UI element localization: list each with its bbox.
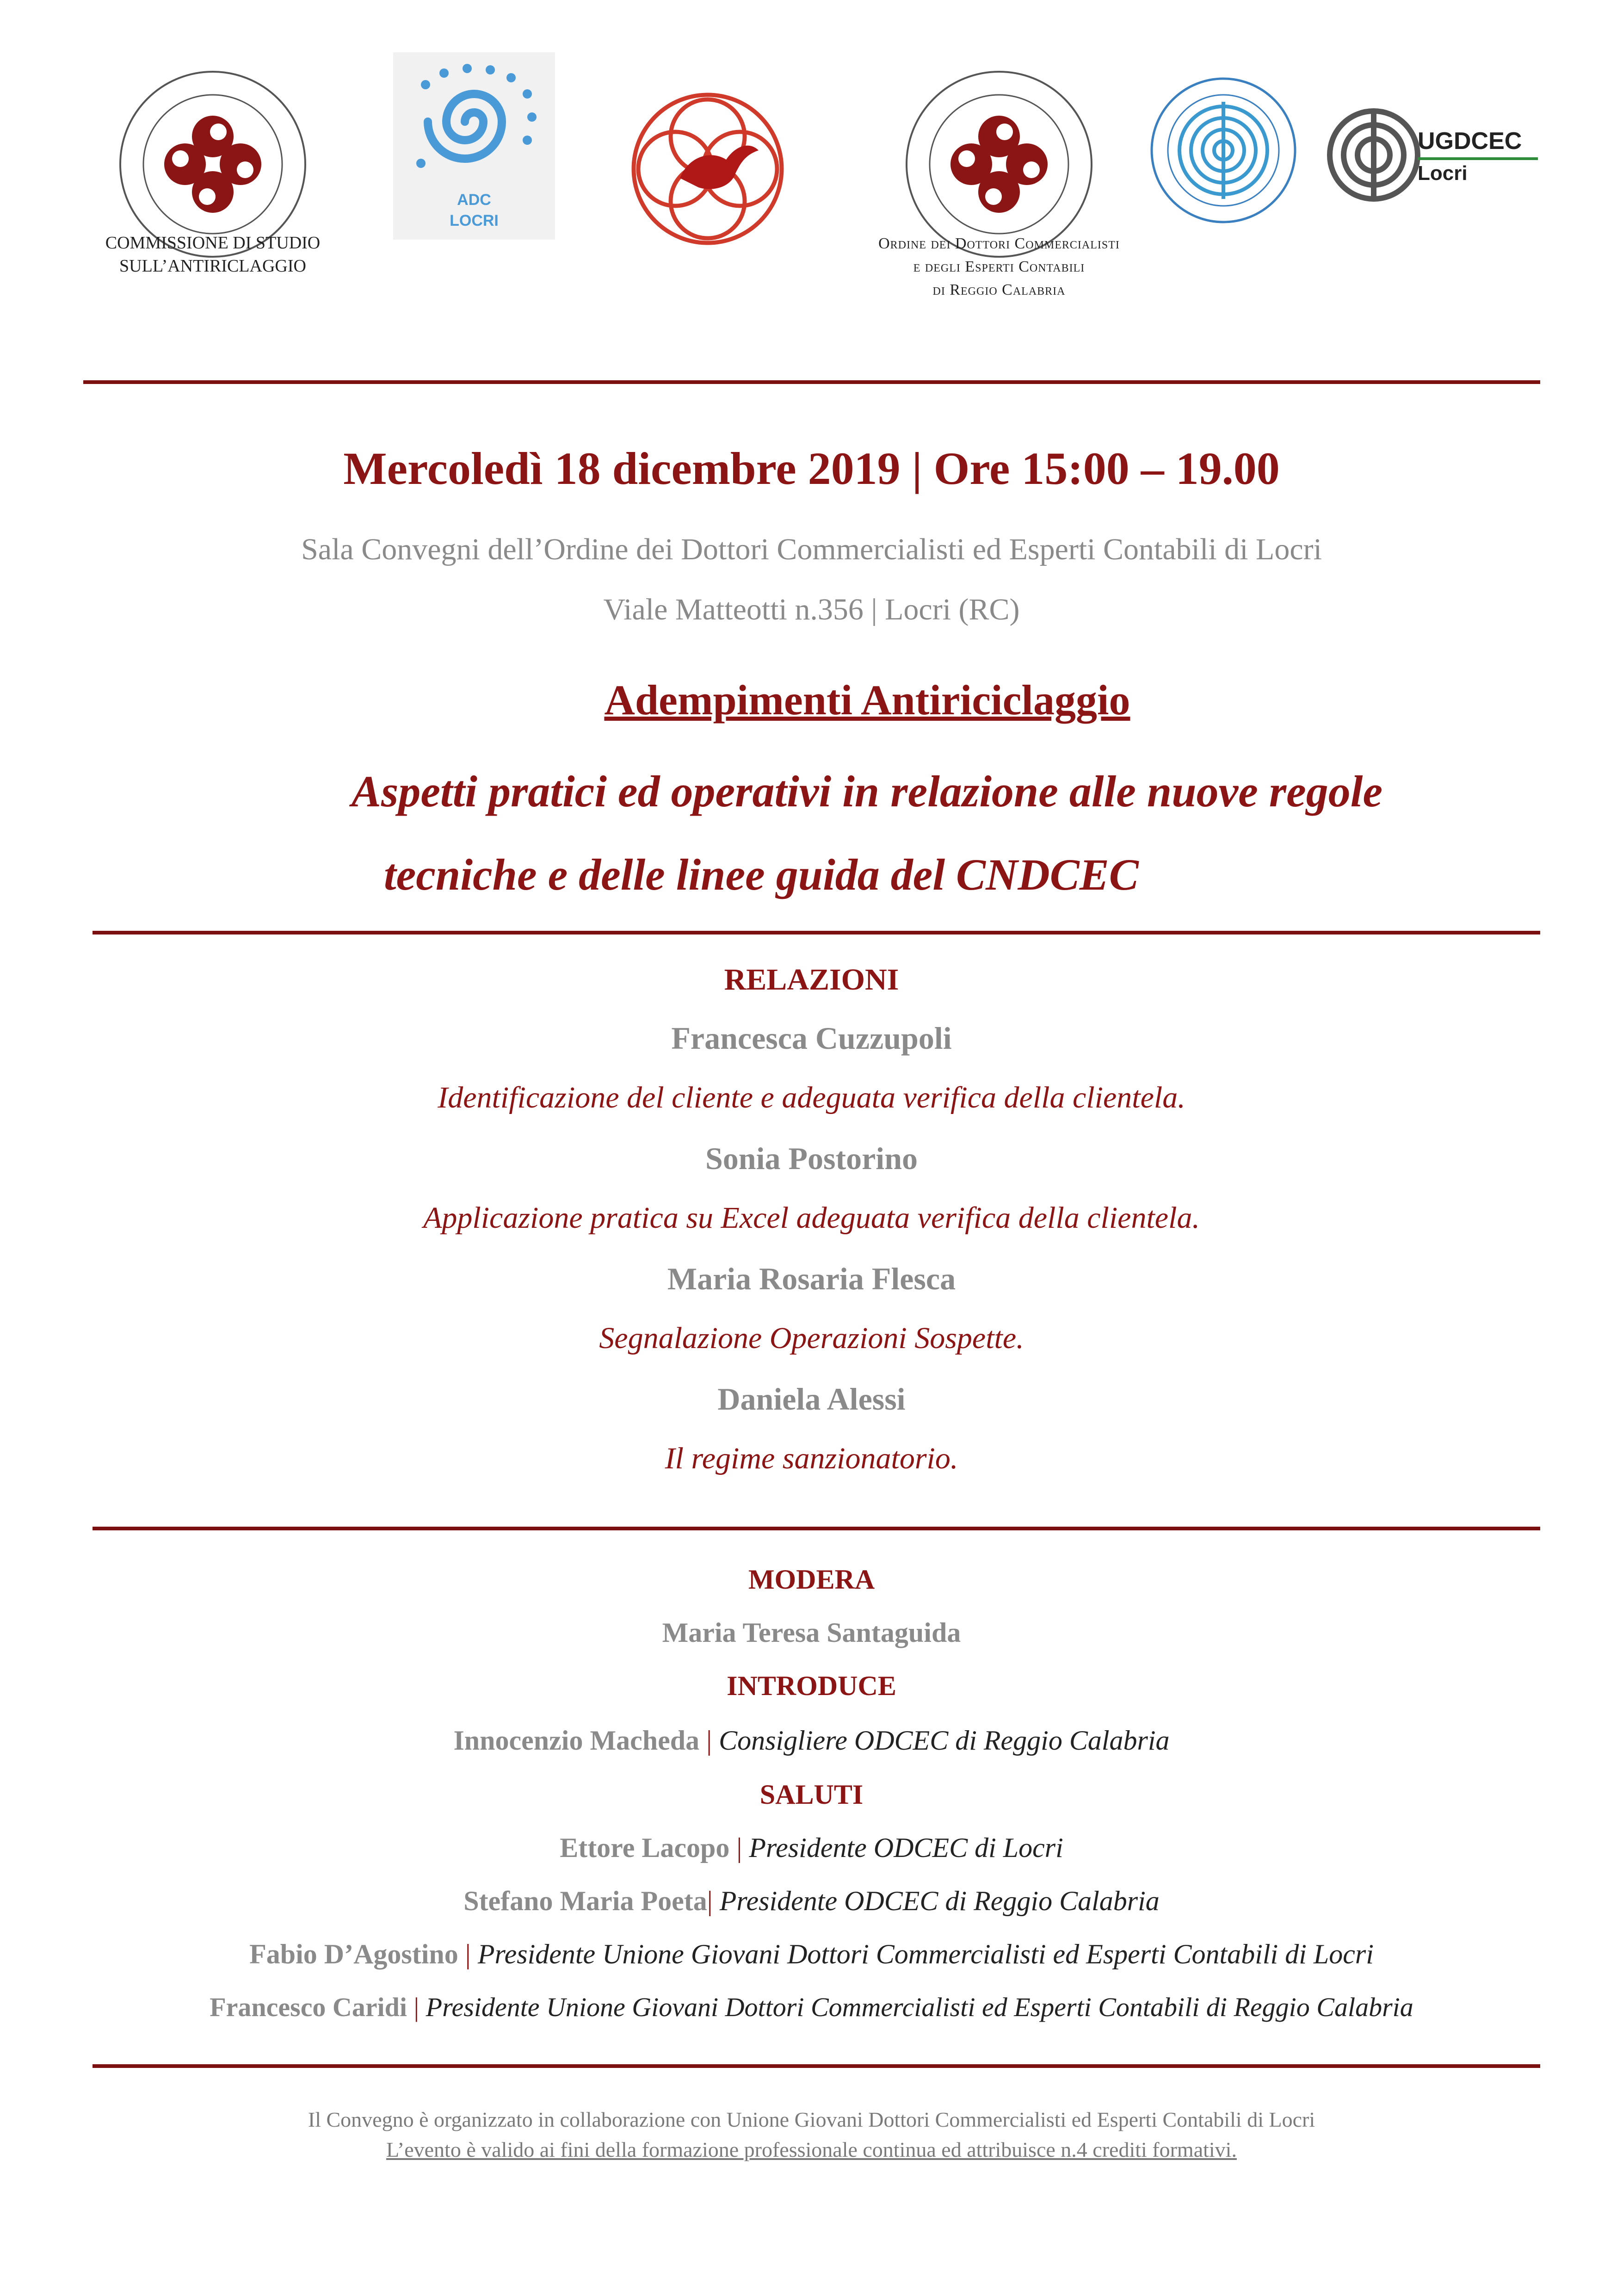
speaker-3-name: Maria Rosaria Flesca xyxy=(667,1261,956,1296)
modera-heading: MODERA xyxy=(748,1564,875,1595)
commission-caption-1: COMMISSIONE DI STUDIO xyxy=(105,233,321,253)
speaker-3-topic: Segnalazione Operazioni Sospette. xyxy=(599,1321,1024,1355)
adc-label: ADC xyxy=(457,191,491,209)
speaker-4-topic: Il regime sanzionatorio. xyxy=(665,1442,958,1475)
event-title: Adempimenti Antiriciclaggio xyxy=(604,676,1130,724)
commission-caption-2: SULL’ANTIRICLAGGIO xyxy=(119,256,306,276)
saluti-3-name: Fabio D’Agostino xyxy=(249,1939,458,1969)
event-subtitle-line-1: Aspetti pratici ed operativi in relazione alle nuove regole xyxy=(351,767,1383,816)
introduce-role: Consigliere ODCEC di Reggio Calabria xyxy=(719,1725,1170,1756)
relazioni-heading: RELAZIONI xyxy=(724,963,899,996)
saluti-line-1 xyxy=(0,1832,1623,1864)
saluti-4-name: Francesco Caridi xyxy=(210,1992,407,2022)
speaker-1-name: Francesca Cuzzupoli xyxy=(671,1021,952,1056)
saluti-heading: SALUTI xyxy=(759,1779,864,1810)
title-divider xyxy=(93,931,1540,934)
order-caption-3: di Reggio Calabria xyxy=(932,281,1066,298)
ugdcec-rc-labyrinth-logo xyxy=(1147,74,1300,227)
ugdcec-locri-logo xyxy=(1323,99,1540,206)
saluti-line-4 xyxy=(0,1992,1623,2023)
introduce-heading: INTRODUCE xyxy=(727,1671,896,1701)
order-caption-1: Ordine dei Dottori Commercialisti xyxy=(878,235,1120,252)
speaker-2-topic: Applicazione pratica su Excel adeguata verifica della clientela. xyxy=(423,1201,1200,1235)
footer-credits-text: L’evento è valido ai fini della formazione professionale continua ed attribuisce n.4 crediti formativi. xyxy=(386,2138,1237,2161)
introduce-separator: | xyxy=(699,1725,719,1756)
event-date-time: Mercoledì 18 dicembre 2019 | Ore 15:00 – 19.00 xyxy=(343,443,1280,494)
saluti-line-3 xyxy=(0,1938,1623,1970)
venue-line-2: Viale Matteotti n.356 | Locri (RC) xyxy=(603,593,1020,626)
saluti-2-separator: | xyxy=(707,1886,720,1916)
introduce-line xyxy=(0,1725,1623,1757)
footer-line-1: Il Convegno è organizzato in collaborazione con Unione Giovani Dottori Commercialisti ed Esperti Contabili di Locri xyxy=(308,2108,1315,2131)
saluti-divider xyxy=(93,2064,1540,2068)
event-subtitle-line-2: tecniche e delle linee guida del CNDCEC xyxy=(384,850,1139,899)
saluti-3-separator: | xyxy=(458,1939,478,1969)
saluti-1-separator: | xyxy=(729,1832,749,1863)
venue-line-1: Sala Convegni dell’Ordine dei Dottori Commercialisti ed Esperti Contabili di Locri xyxy=(301,532,1322,566)
speaker-1-topic: Identificazione del cliente e adeguata verifica della clientela. xyxy=(438,1081,1185,1114)
footer-line-2 xyxy=(0,2137,1623,2162)
adc-locri-logo xyxy=(393,52,555,240)
speaker-4-name: Daniela Alessi xyxy=(717,1381,906,1417)
saluti-3-role: Presidente Unione Giovani Dottori Commercialisti ed Esperti Contabili di Locri xyxy=(477,1939,1374,1969)
relazioni-divider xyxy=(93,1527,1540,1530)
saluti-4-separator: | xyxy=(407,1992,426,2022)
saluti-1-name: Ettore Lacopo xyxy=(560,1832,730,1863)
introduce-name: Innocenzio Macheda xyxy=(453,1725,700,1756)
saluti-line-2 xyxy=(0,1885,1623,1917)
header-divider xyxy=(83,380,1540,384)
speaker-2-name: Sonia Postorino xyxy=(705,1141,918,1176)
odcec-locri-rings-logo xyxy=(620,86,796,261)
ugdcec-locri-label: Locri xyxy=(1418,162,1468,185)
ordine-seal-logo xyxy=(902,67,1096,261)
ugdcec-label: UGDCEC xyxy=(1418,128,1522,155)
modera-name: Maria Teresa Santaguida xyxy=(662,1617,961,1648)
ugdcec-green-bar xyxy=(1418,157,1538,160)
saluti-1-role: Presidente ODCEC di Locri xyxy=(749,1832,1063,1863)
saluti-2-role: Presidente ODCEC di Reggio Calabria xyxy=(719,1886,1160,1916)
adc-locri-label: LOCRI xyxy=(450,212,499,229)
saluti-4-role: Presidente Unione Giovani Dottori Commercialisti ed Esperti Contabili di Reggio Calabria xyxy=(426,1992,1413,2022)
order-caption-2: e degli Esperti Contabili xyxy=(913,258,1085,275)
saluti-2-name: Stefano Maria Poeta xyxy=(463,1886,707,1916)
